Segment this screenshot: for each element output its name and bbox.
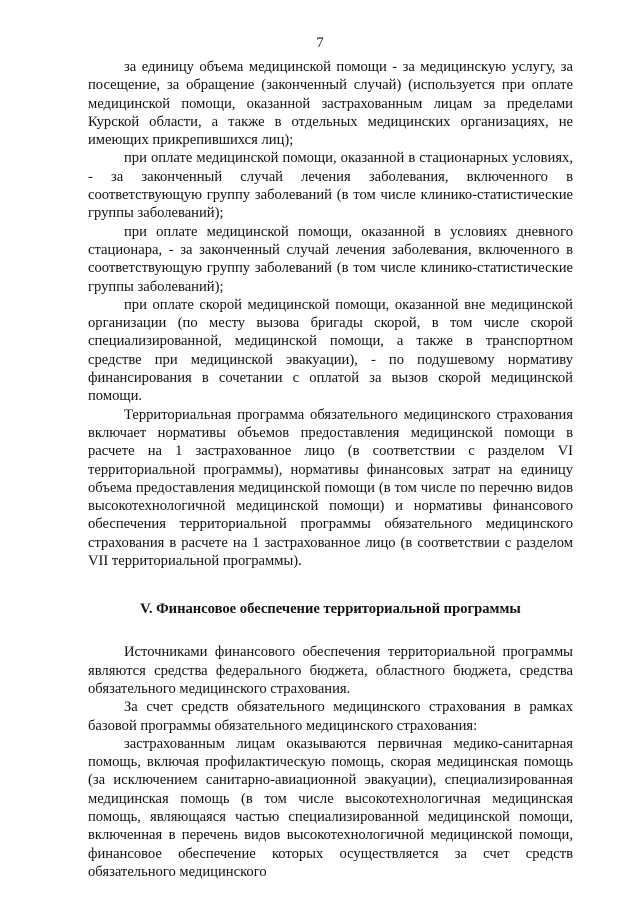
paragraph-territorial-program-norms: Территориальная программа обязательного медицинского страхования включает нормативы объемов предоставления медицинской помощи в расчете на 1 застрахованное лицо (в соответствии с разделом VI территориальной программы), нормативы финансовых затрат на единицу объема предоставления медицинской помощи (в том числе по перечню видов высокотехнологичной медицинской помощи) и нормативы финансового обеспечения территориальной программы обязательного медицинского страхования в расчете на 1 застрахованное лицо (в соответствии с разделом VII территориальной программы). — [88, 406, 573, 570]
paragraph-unit-of-volume: за единицу объема медицинской помощи - за медицинскую услугу, за посещение, за обращение (законченный случай) (используется при оплате медицинской помощи, оказанной застрахованным лицам за пределами Курской области, а также в отдельных медицинских организациях, не имеющих прикрепившихся лиц); — [88, 59, 573, 149]
paragraph-oms-funds: За счет средств обязательного медицинского страхования в рамках базовой программы обязательного медицинского страхования: — [88, 699, 573, 734]
document-body — [88, 58, 573, 881]
paragraph-emergency-payment: при оплате скорой медицинской помощи, оказанной вне медицинской организации (по месту вызова бригады скорой, в том числе скорой специализированной, медицинской помощи, а также в транспортном средстве при медицинской эвакуации), - по подушевому нормативу финансирования в сочетании с оплатой за вызов скорой медицинской помощи. — [88, 296, 573, 405]
paragraph-insured-persons-care: застрахованным лицам оказываются первичная медико-санитарная помощь, включая профилактическую помощь, скорая медицинская помощь (за исключением санитарно-авиационной эвакуации), специализированная медицинская помощь (в том числе высокотехнологичная медицинская помощь, являющаяся частью специализированной медицинской помощи, включенная в перечень видов высокотехнологичной медицинской помощи, финансовое обеспечение которых осуществляется за счет средств обязательного медицинского — [88, 735, 573, 880]
page-number: 7 — [316, 35, 324, 51]
section-heading: V. Финансовое обеспечение территориальной программы — [140, 601, 521, 618]
paragraph-day-hospital-payment: при оплате медицинской помощи, оказанной в условиях дневного стационара, - за законченный случай лечения заболевания, включенного в соответствующую группу заболеваний (в том числе клинико-статистические группы заболеваний); — [88, 223, 573, 295]
paragraph-inpatient-payment: при оплате медицинской помощи, оказанной в стационарных условиях, - за законченный случай лечения заболевания, включенного в соответствующую группу заболеваний (в том числе клинико-статистические группы заболеваний); — [88, 150, 573, 222]
paragraph-funding-sources: Источниками финансового обеспечения территориальной программы являются средства федерального бюджета, областного бюджета, средства обязательного медицинского страхования. — [88, 644, 573, 697]
